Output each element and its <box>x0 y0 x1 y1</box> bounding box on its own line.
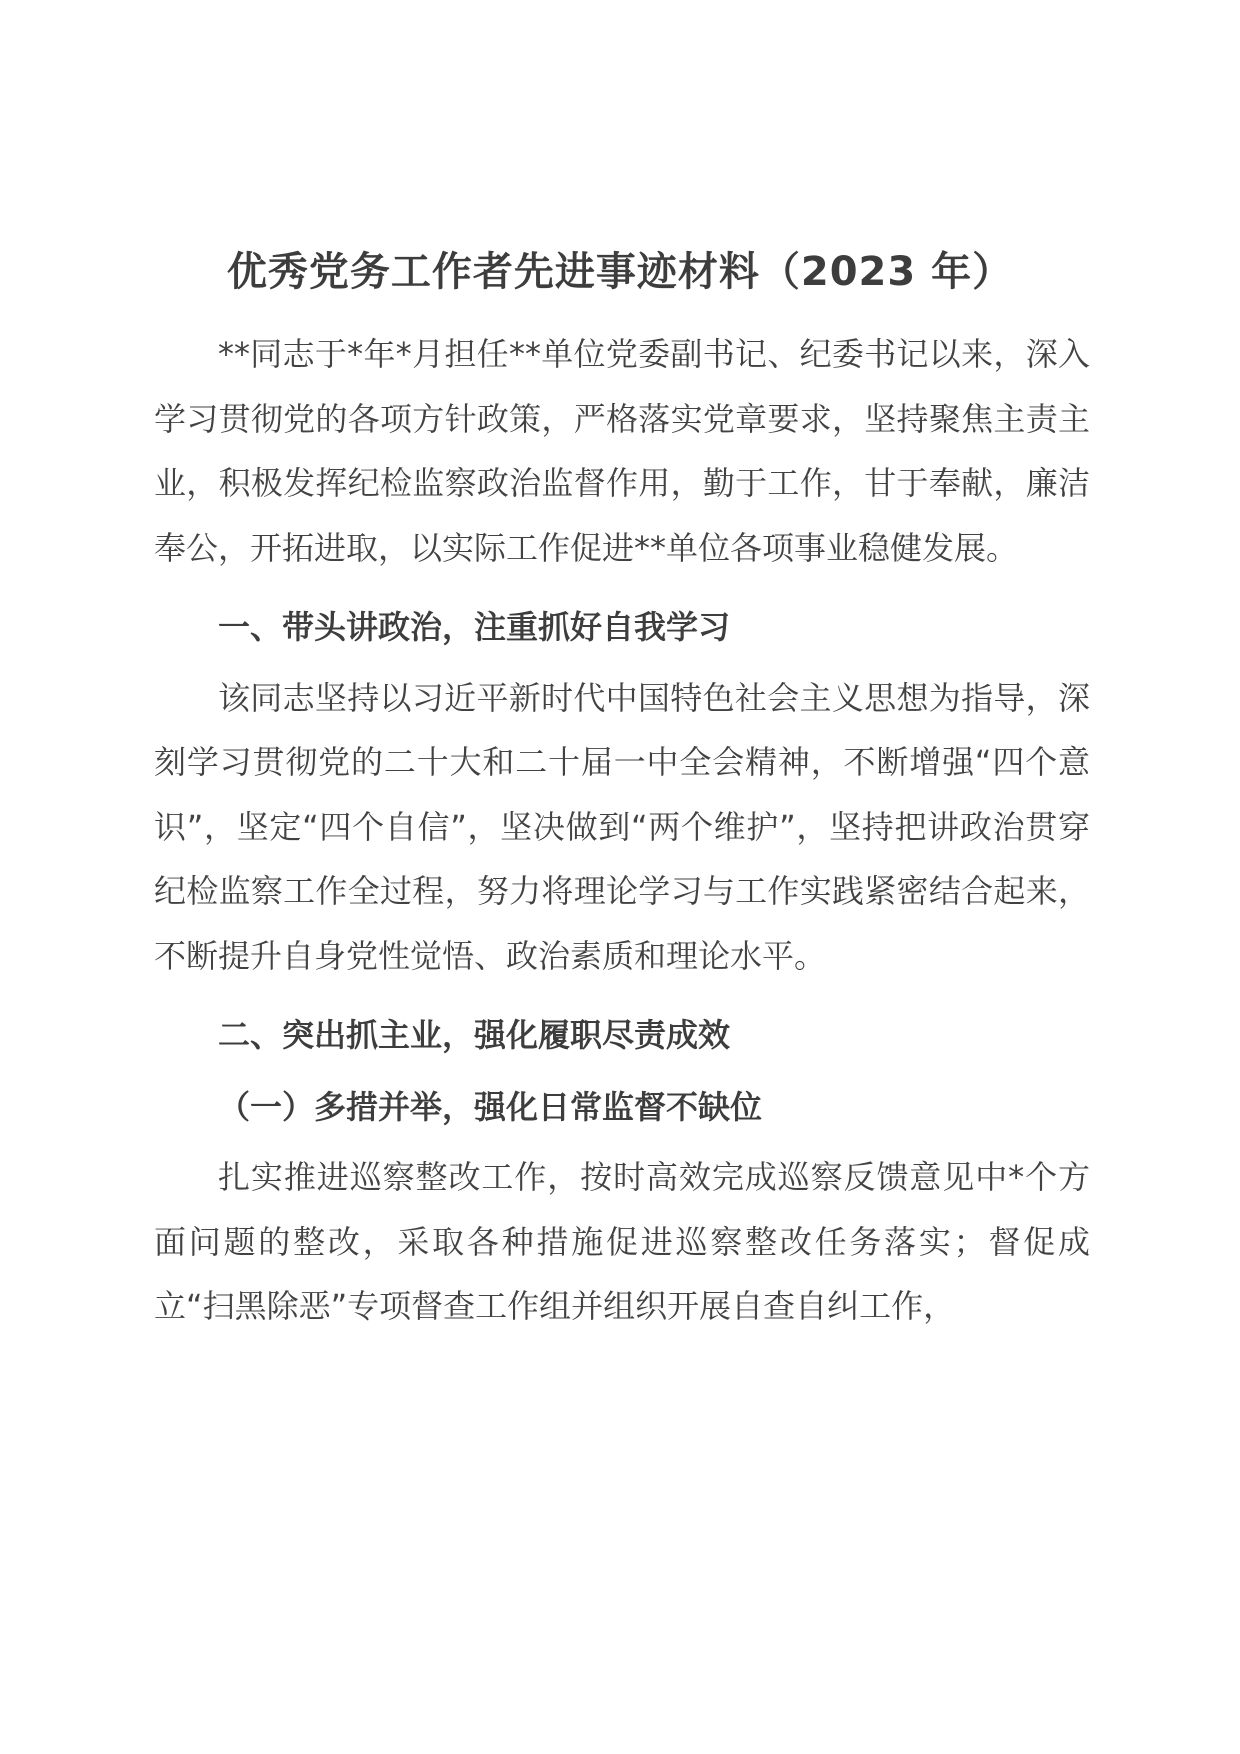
document-title: 优秀党务工作者先进事迹材料（2023 年） <box>226 249 1014 295</box>
spacer <box>154 988 1090 996</box>
subsection-2-1-heading: （一）多措并举，强化日常监督不缺位 <box>218 1087 763 1126</box>
section-1-paragraph: 该同志坚持以习近平新时代中国特色社会主义思想为指导，深刻学习贯彻党的二十大和二十届一中全会精神，不断增强“四个意识”，坚定“四个自信”，坚决做到“两个维护”，坚持把讲政治贯穿纪检监察工作全过程，努力将理论学习与工作实践紧密结合起来，不断提升自身党性觉悟、政治素质和理论水平。 <box>154 678 1090 975</box>
spacer <box>154 580 1090 588</box>
document-body <box>154 322 1090 1339</box>
section-1-heading: 一、带头讲政治，注重抓好自我学习 <box>218 608 731 646</box>
subsection-2-1-paragraph: 扎实推进巡察整改工作，按时高效完成巡察反馈意见中*个方面问题的整改，采取各种措施促进巡察整改任务落实；督促成立“扫黑除恶”专项督查工作组并组织开展自查自纠工作， <box>154 1158 1090 1325</box>
section-2-heading: 二、突出抓主业，强化履职尽责成效 <box>218 1016 731 1054</box>
intro-paragraph: **同志于*年*月担任**单位党委副书记、纪委书记以来，深入学习贯彻党的各项方针政策，严格落实党章要求，坚持聚焦主责主业，积极发挥纪检监察政治监督作用，勤于工作，甘于奉献，廉洁奉公，开拓进取，以实际工作促进**单位各项事业稳健发展。 <box>154 335 1090 567</box>
